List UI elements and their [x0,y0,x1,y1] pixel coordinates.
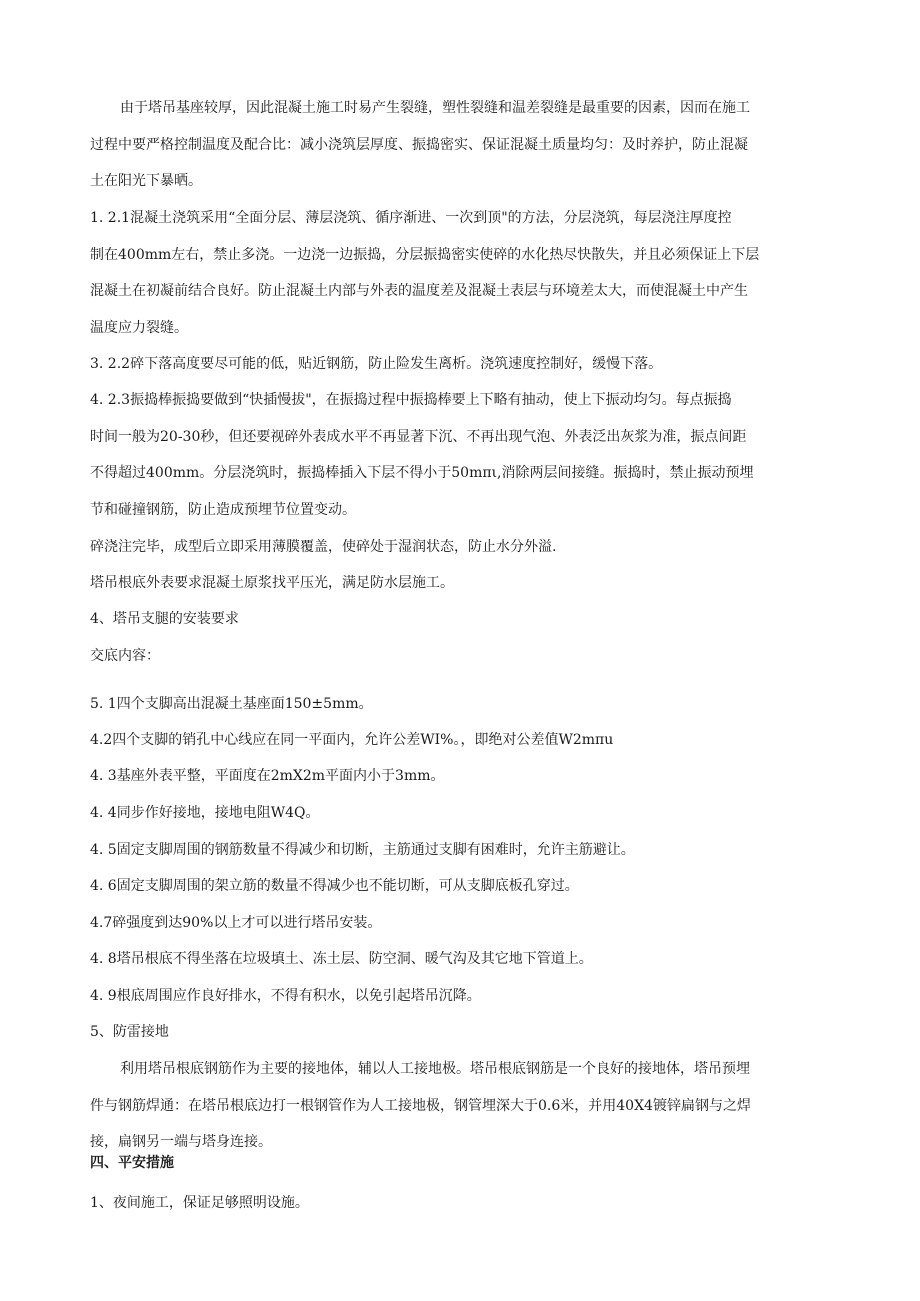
text-line: 3. 2.2碎下落高度要尽可能的低，贴近钢筋，防止险发生离析。浇筑速度控制好，缓慢下落。 [90,356,663,372]
text-line: 4. 5固定支脚周围的钢筋数量不得减少和切断，主筋通过支脚有困难时，允许主筋避让。 [90,842,635,858]
text-line: 5. 1四个支脚高出混凝土基座面150±5mm。 [90,696,373,712]
text-line: 4.2四个支脚的销孔中心线应在同一平面内，允许公差WI%。，即绝对公差值W2mπu [90,732,614,748]
text-line: 4. 4同步作好接地，接地电阻W4Q。 [90,805,320,821]
text-line: 1、夜间施工，保证足够照明设施。 [90,1195,309,1211]
paragraph-item-2-3 [90,382,830,528]
section-heading-safety-measures [90,1145,830,1182]
list-item-4-8 [90,941,830,978]
text-line: 5、防雷接地 [90,1024,169,1040]
paragraph-curing [90,529,830,566]
paragraph-surface-finish [90,565,830,602]
text-line: 混凝土在初凝前结合良好。防止混凝土内部与外表的温度差及混凝土表层与环境差太大，而使混凝土中产生 [90,283,748,299]
text-line: 4、塔吊支腿的安装要求 [90,611,239,627]
text-line: 4. 8塔吊根底不得坐落在垃圾填土、冻土层、防空洞、暖气沟及其它地下管道上。 [90,951,593,967]
section-heading-leg-installation [90,601,830,638]
paragraph-item-2-2 [90,346,830,383]
list-item-safety-1 [90,1185,830,1222]
section-heading-lightning-protection [90,1014,830,1051]
text-line: 过程中要严格控制温度及配合比：减小浇筑层厚度、振捣密实、保证混凝土质量均匀：及时养护，防止混凝 [90,136,748,153]
text-line: 节和碰撞钢筋，防止造成预埋节位置变动。 [90,501,356,518]
text-line: 4. 3基座外表平整，平面度在2mX2m平面内小于3mm。 [90,768,445,784]
list-item-4-1 [90,686,830,723]
text-line: 4. 6固定支脚周围的架立筋的数量不得减少也不能切断，可从支脚底板孔穿过。 [90,878,579,894]
text-line: 1. 2.1混凝土浇筑采用“全面分层、薄层浇筑、循序渐进、一次到顶"的方法，分层浇筑，每层浇注厚度控 [90,210,732,226]
text-line: 件与钢筋焊通：在塔吊根底边打一根钢管作为人工接地极，钢管埋深大于0.6米，并用40X4镀锌扁钢与之焊 [90,1097,751,1114]
text-line: 四、平安措施 [90,1155,174,1171]
text-line: 土在阳光下暴晒。 [90,173,202,189]
text-line: 不得超过400mm。分层浇筑时，振捣棒插入下层不得小于50mπι,消除两层间接缝。振捣时，禁止振动预埋 [90,465,754,481]
text-line: 碎浇注完毕，成型后立即采用薄膜覆盖，使碎处于湿润状态，防止水分外溢. [90,539,557,555]
text-line: 时间一般为20-30秒，但还要视碎外表成水平不再显著下沉、不再出现气泡、外表泛出灰浆为准，振点间距 [90,428,747,445]
text-line: 制在400mm左右，禁止多浇。一边浇一边振捣，分层振捣密实使碎的水化热尽快散失，并且必须保证上下层 [90,246,760,263]
list-item-4-2 [90,722,830,759]
list-item-4-9 [90,978,830,1015]
list-item-4-5 [90,832,830,869]
text-line: 塔吊根底外表要求混凝土原浆找平压光，满足防水层施工。 [90,575,454,591]
paragraph-item-2-1 [90,200,830,346]
list-item-4-6 [90,868,830,905]
text-line: 利用塔吊根底钢筋作为主要的接地体，辅以人工接地极。塔吊根底钢筋是一个良好的接地体，塔吊预埋 [120,1061,750,1077]
list-item-4-3 [90,758,830,795]
text-line: 温度应力裂缝。 [90,319,188,336]
list-item-4-4 [90,795,830,832]
paragraph-concrete-cracks [90,90,830,200]
text-line: 交底内容： [90,648,160,664]
list-item-4-7 [90,905,830,942]
text-line: 4. 2.3振捣棒振捣要做到“快插慢拔"，在振捣过程中振捣棒要上下略有抽动，使上下振动均匀。每点振捣 [90,392,732,408]
text-line: 4.7碎强度到达90%以上才可以进行塔吊安装。 [90,915,382,931]
paragraph-briefing-label [90,638,830,675]
text-line: 4. 9根底周围应作良好排水，不得有积水，以免引起塔吊沉降。 [90,988,481,1004]
text-line: 接，扁钢另一端与塔身连接。 [90,1134,272,1150]
text-line: 由于塔吊基座较厚，因此混凝土施工时易产生裂缝，塑性裂缝和温差裂缝是最重要的因素，因而在施工 [120,100,750,116]
